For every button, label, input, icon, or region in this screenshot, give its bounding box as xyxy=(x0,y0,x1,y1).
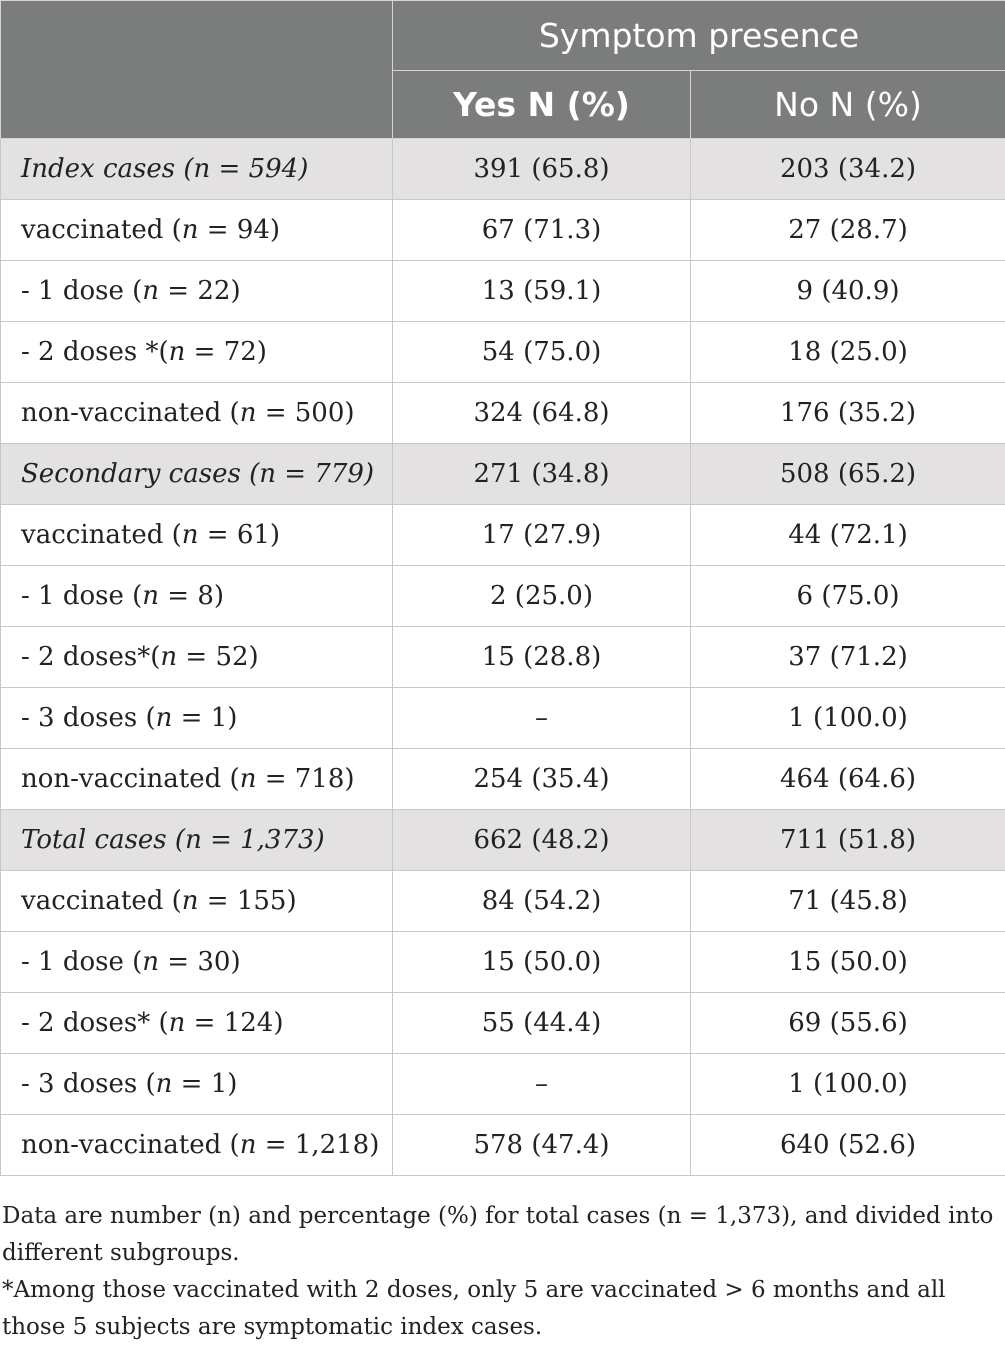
row-label-count: = 1) xyxy=(172,1069,238,1099)
header-row-group xyxy=(1,1,1005,71)
row-label-text: non-vaccinated ( xyxy=(21,398,240,428)
footnote-data-description: Data are number (n) and percentage (%) for total cases (n = 1,373), and divided into different subgroups. xyxy=(2,1203,994,1266)
cell-no: 203 (34.2) xyxy=(691,139,1005,200)
cell-no: 176 (35.2) xyxy=(691,383,1005,444)
row-label-text: - 1 dose ( xyxy=(21,276,143,306)
row-label xyxy=(1,1054,393,1115)
row-label-n: n xyxy=(168,1008,186,1038)
table-row-group xyxy=(1,139,1005,200)
row-label-count: = 52) xyxy=(177,642,259,672)
cell-no: 464 (64.6) xyxy=(691,749,1005,810)
row-label-text: non-vaccinated ( xyxy=(21,1130,240,1160)
row-label xyxy=(1,810,393,871)
cell-no: 508 (65.2) xyxy=(691,444,1005,505)
row-label xyxy=(1,505,393,566)
row-label-text: - 3 doses ( xyxy=(21,1069,156,1099)
row-label-count: = 30) xyxy=(159,947,241,977)
cell-yes: 391 (65.8) xyxy=(393,139,691,200)
row-label-n: n xyxy=(155,1069,173,1099)
header-corner-cell xyxy=(1,1,393,139)
table-row xyxy=(1,932,1005,993)
row-label-n: n xyxy=(142,947,160,977)
table-footnotes xyxy=(2,1198,1002,1346)
row-label-n: n xyxy=(142,581,160,611)
row-label-count: = 22) xyxy=(159,276,241,306)
row-label-text: - 1 dose ( xyxy=(21,947,143,977)
row-label-text: - 3 doses ( xyxy=(21,703,156,733)
row-label-text: Index cases ( xyxy=(21,154,194,184)
row-label-count: = 8) xyxy=(159,581,225,611)
cell-no: 1 (100.0) xyxy=(691,688,1005,749)
row-label-text: vaccinated ( xyxy=(21,886,182,916)
row-label-count: = 779) xyxy=(275,459,375,489)
row-label-count: = 155) xyxy=(198,886,297,916)
header-no: No N (%) xyxy=(691,71,1005,139)
cell-yes: 15 (28.8) xyxy=(393,627,691,688)
row-label-n: n xyxy=(168,337,186,367)
row-label xyxy=(1,688,393,749)
cell-no: 640 (52.6) xyxy=(691,1115,1005,1176)
row-label-n: n xyxy=(193,154,211,184)
table-row-group xyxy=(1,444,1005,505)
row-label-count: = 61) xyxy=(198,520,281,550)
cell-yes: 271 (34.8) xyxy=(393,444,691,505)
cell-no: 69 (55.6) xyxy=(691,993,1005,1054)
row-label-n: n xyxy=(239,1130,257,1160)
row-label xyxy=(1,261,393,322)
row-label-text: Secondary cases ( xyxy=(21,459,260,489)
cell-yes: 84 (54.2) xyxy=(393,871,691,932)
cell-yes: 55 (44.4) xyxy=(393,993,691,1054)
table-row xyxy=(1,993,1005,1054)
row-label-text: vaccinated ( xyxy=(21,520,182,550)
row-label-count: = 72) xyxy=(185,337,267,367)
cell-yes: 324 (64.8) xyxy=(393,383,691,444)
header-yes: Yes N (%) xyxy=(393,71,691,139)
row-label-text: - 2 doses*( xyxy=(21,642,161,672)
row-label-n: n xyxy=(181,215,199,245)
cell-yes: 578 (47.4) xyxy=(393,1115,691,1176)
row-label-n: n xyxy=(181,886,199,916)
cell-no: 9 (40.9) xyxy=(691,261,1005,322)
table-row xyxy=(1,749,1005,810)
cell-yes: 54 (75.0) xyxy=(393,322,691,383)
table-row xyxy=(1,383,1005,444)
row-label-count: = 124) xyxy=(185,1008,284,1038)
row-label-n: n xyxy=(181,520,199,550)
row-label-n: n xyxy=(239,764,257,794)
row-label-count: = 1) xyxy=(172,703,238,733)
cell-yes: 67 (71.3) xyxy=(393,200,691,261)
row-label-n: n xyxy=(239,398,257,428)
row-label xyxy=(1,139,393,200)
row-label xyxy=(1,993,393,1054)
row-label-n: n xyxy=(259,459,276,489)
row-label-text: vaccinated ( xyxy=(21,215,182,245)
row-label xyxy=(1,871,393,932)
row-label-count: = 94) xyxy=(198,215,281,245)
header-symptom-presence: Symptom presence xyxy=(393,1,1005,71)
row-label-text: Total cases ( xyxy=(21,825,186,855)
row-label xyxy=(1,322,393,383)
row-label-text: - 2 doses* ( xyxy=(21,1008,169,1038)
cell-yes: 2 (25.0) xyxy=(393,566,691,627)
footnote-vaccination: *Among those vaccinated with 2 doses, only 5 are vaccinated > 6 months and all those 5 subjects are symptomatic index cases. xyxy=(2,1277,946,1340)
cell-yes: – xyxy=(393,688,691,749)
row-label-count: = 1,218) xyxy=(256,1130,380,1160)
row-label-count: = 500) xyxy=(256,398,355,428)
row-label xyxy=(1,627,393,688)
row-label xyxy=(1,566,393,627)
table-row xyxy=(1,200,1005,261)
table-row xyxy=(1,688,1005,749)
table-row xyxy=(1,566,1005,627)
cell-no: 27 (28.7) xyxy=(691,200,1005,261)
row-label xyxy=(1,383,393,444)
row-label-n: n xyxy=(185,825,202,855)
table-row xyxy=(1,1115,1005,1176)
cell-yes: – xyxy=(393,1054,691,1115)
row-label xyxy=(1,444,393,505)
row-label-text: - 1 dose ( xyxy=(21,581,143,611)
cell-no: 15 (50.0) xyxy=(691,932,1005,993)
table-row xyxy=(1,261,1005,322)
cell-yes: 17 (27.9) xyxy=(393,505,691,566)
table-row xyxy=(1,1054,1005,1115)
row-label xyxy=(1,200,393,261)
row-label-text: - 2 doses *( xyxy=(21,337,169,367)
cell-no: 1 (100.0) xyxy=(691,1054,1005,1115)
row-label-n: n xyxy=(142,276,160,306)
row-label xyxy=(1,1115,393,1176)
table-body xyxy=(1,139,1005,1176)
table-row xyxy=(1,627,1005,688)
cell-yes: 13 (59.1) xyxy=(393,261,691,322)
cell-no: 18 (25.0) xyxy=(691,322,1005,383)
cell-yes: 254 (35.4) xyxy=(393,749,691,810)
cell-no: 711 (51.8) xyxy=(691,810,1005,871)
cell-no: 6 (75.0) xyxy=(691,566,1005,627)
table-row xyxy=(1,871,1005,932)
cell-no: 44 (72.1) xyxy=(691,505,1005,566)
table-row-group xyxy=(1,810,1005,871)
table-row xyxy=(1,322,1005,383)
row-label-n: n xyxy=(160,642,178,672)
cell-no: 37 (71.2) xyxy=(691,627,1005,688)
row-label-n: n xyxy=(155,703,173,733)
row-label xyxy=(1,749,393,810)
row-label xyxy=(1,932,393,993)
table-row xyxy=(1,505,1005,566)
cell-no: 71 (45.8) xyxy=(691,871,1005,932)
row-label-count: = 1,373) xyxy=(201,825,325,855)
row-label-text: non-vaccinated ( xyxy=(21,764,240,794)
cell-yes: 15 (50.0) xyxy=(393,932,691,993)
row-label-count: = 594) xyxy=(210,154,309,184)
row-label-count: = 718) xyxy=(256,764,355,794)
cell-yes: 662 (48.2) xyxy=(393,810,691,871)
